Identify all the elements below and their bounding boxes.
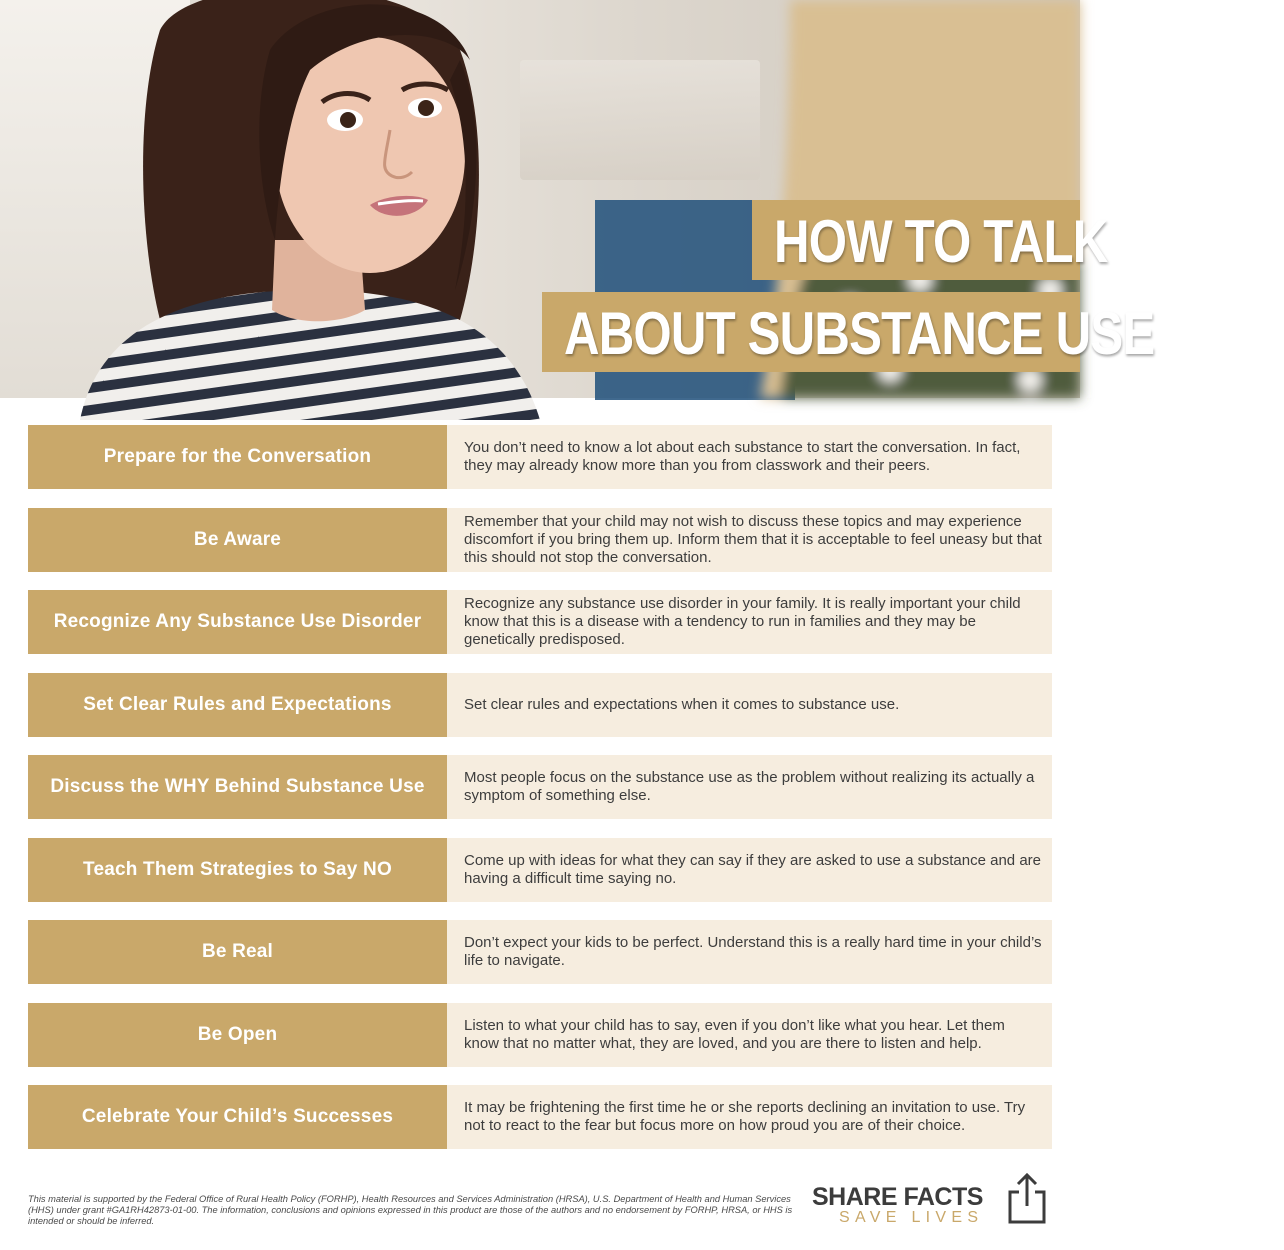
tip-row (28, 425, 1052, 489)
tip-description: Come up with ideas for what they can say if they are asked to use a substance and are having a difficult time saying no. (447, 838, 1052, 902)
girl-photo (40, 0, 560, 410)
tip-label: Be Real (28, 920, 447, 984)
share-icon[interactable] (1005, 1172, 1049, 1226)
tip-row (28, 1003, 1052, 1067)
title-line-1-text: HOW TO TALK (774, 208, 1108, 275)
title-line-2 (542, 292, 1155, 372)
tip-label: Recognize Any Substance Use Disorder (28, 590, 447, 654)
hero-image (0, 0, 1155, 398)
tip-row (28, 920, 1052, 984)
tip-label: Teach Them Strategies to Say NO (28, 838, 447, 902)
tip-label: Set Clear Rules and Expectations (28, 673, 447, 737)
tip-label: Prepare for the Conversation (28, 425, 447, 489)
tip-label: Be Aware (28, 508, 447, 572)
brand-logo (812, 1184, 997, 1227)
tip-description: You don’t need to know a lot about each substance to start the conversation. In fact, they may already know more than you from classwork and their peers. (447, 425, 1052, 489)
title-line-1 (752, 200, 1108, 280)
tip-description: Don’t expect your kids to be perfect. Understand this is a really hard time in your child’s life to navigate. (447, 920, 1052, 984)
tip-description: It may be frightening the first time he or she reports declining an invitation to use. Try not to react to the fear but focus more on how proud you are of their choice. (447, 1085, 1052, 1149)
tip-description: Recognize any substance use disorder in your family. It is really important your child know that this is a disease with a tendency to run in families and they may be genetically predisposed. (447, 590, 1052, 654)
tip-description: Set clear rules and expectations when it comes to substance use. (447, 673, 1052, 737)
tips-list (28, 425, 1052, 1168)
brand-share-facts: SHARE FACTS (812, 1183, 983, 1211)
tip-row (28, 838, 1052, 902)
tip-label: Discuss the WHY Behind Substance Use (28, 755, 447, 819)
tip-label: Be Open (28, 1003, 447, 1067)
funding-disclaimer: This material is supported by the Federal Office of Rural Health Policy (FORHP), Health Resources and Services Administration (HRSA), U.S. Department of Health and Human Services (HHS) under grant #GA1RH42873-01-00. The information, conclusions and opinions expressed in this product are those of the authors and no endorsement by FORHP, HRSA, or HHS is intended or should be inferred. (28, 1194, 793, 1226)
tip-row (28, 508, 1052, 572)
tip-row (28, 673, 1052, 737)
brand-save-lives: SAVE LIVES (839, 1209, 984, 1226)
tip-description: Listen to what your child has to say, even if you don’t like what you hear. Let them know that no matter what, they are loved, and you are there to listen and help. (447, 1003, 1052, 1067)
tip-description: Most people focus on the substance use as the problem without realizing its actually a symptom of something else. (447, 755, 1052, 819)
tip-description: Remember that your child may not wish to discuss these topics and may experience discomfort if you bring them up. Inform them that it is acceptable to feel uneasy but that this should not stop the conversation. (447, 508, 1052, 572)
title-line-2-text: ABOUT SUBSTANCE USE (564, 300, 1155, 367)
tip-row (28, 1085, 1052, 1149)
tip-row (28, 590, 1052, 654)
tip-label: Celebrate Your Child’s Successes (28, 1085, 447, 1149)
tip-row (28, 755, 1052, 819)
